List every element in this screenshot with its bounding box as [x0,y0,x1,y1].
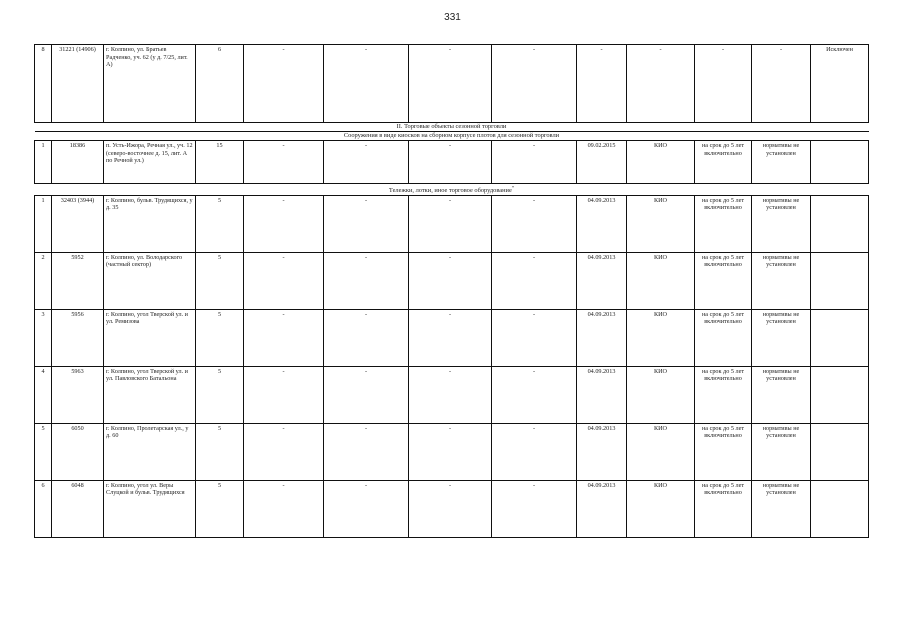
cell-dash: - [409,45,492,123]
cell-dash: - [409,195,492,252]
organization: КИО [627,141,695,184]
cell-dash: - [324,309,409,366]
table-row [35,195,869,252]
row-note [811,252,869,309]
norm-status: нормативы не установлен [752,141,811,184]
object-id: 6050 [52,423,104,480]
table-row [35,309,869,366]
organization: КИО [627,366,695,423]
object-address: г. Колпино, угол ул. Веры Слуцкой и бульв. Трудящихся [104,480,196,537]
row-note [811,366,869,423]
norm-status: нормативы не установлен [752,423,811,480]
places-count: 5 [196,195,244,252]
norm-status: нормативы не установлен [752,480,811,537]
object-address: г. Колпино, ул. Володарского (частный сектор) [104,252,196,309]
placement-term: на срок до 5 лет включительно [695,141,752,184]
footnote-mark: * [511,185,515,190]
row-number: 6 [35,480,52,537]
places-count: 5 [196,423,244,480]
places-count: 5 [196,252,244,309]
places-count: 6 [196,45,244,123]
placement-term: на срок до 5 лет включительно [695,309,752,366]
cell-dash: - [492,195,577,252]
subsection-title-text: Тележки, лотки, иное торговое оборудование [388,187,512,195]
norm-status: нормативы не установлен [752,309,811,366]
decision-date: 09.02.2015 [577,141,627,184]
placement-term: на срок до 5 лет включительно [695,195,752,252]
page-number: 331 [444,12,461,23]
cell-dash: - [244,309,324,366]
table-row [35,423,869,480]
section-row [35,132,869,141]
cell-dash: - [324,480,409,537]
row-number: 4 [35,366,52,423]
cell-dash: - [244,423,324,480]
cell-dash: - [244,195,324,252]
cell-dash: - [409,141,492,184]
row-number: 5 [35,423,52,480]
row-note [811,195,869,252]
cell-dash: - [324,423,409,480]
decision-date: 04.09.2013 [577,309,627,366]
cell-dash: - [492,141,577,184]
table-row [35,45,869,123]
object-id: 32403 (3944) [52,195,104,252]
row-note [811,423,869,480]
cell-dash: - [324,45,409,123]
object-id: 5952 [52,252,104,309]
cell-dash: - [244,366,324,423]
object-id: 6048 [52,480,104,537]
organization: КИО [627,195,695,252]
organization: КИО [627,309,695,366]
placement-term: на срок до 5 лет включительно [695,480,752,537]
row-note [811,480,869,537]
organization: КИО [627,252,695,309]
cell-dash: - [627,45,695,123]
subsection-title: Сооружения в виде киосков на сборном корпусе плотов для сезонной торговли [35,132,869,141]
row-note [811,141,869,184]
object-address: г. Колпино, угол Тверской ул. и ул. Ремизова [104,309,196,366]
decision-date: 04.09.2013 [577,252,627,309]
row-number: 8 [35,45,52,123]
object-address: г. Колпино, ул. Братьев Радченко, уч. 62 (у д. 7/25, лит. А) [104,45,196,123]
object-id: 5963 [52,366,104,423]
row-number: 1 [35,141,52,184]
placement-term: на срок до 5 лет включительно [695,252,752,309]
cell-dash: - [409,480,492,537]
norm-status: нормативы не установлен [752,366,811,423]
places-count: 5 [196,309,244,366]
cell-dash: - [324,141,409,184]
object-id: 31221 (14906) [52,45,104,123]
decision-date: 04.09.2013 [577,423,627,480]
row-note: Исключен [811,45,869,123]
cell-dash: - [324,195,409,252]
cell-dash: - [244,252,324,309]
norm-status: нормативы не установлен [752,195,811,252]
object-address: г. Колпино, бульв. Трудящихся, у д. 35 [104,195,196,252]
table-row [35,252,869,309]
cell-dash: - [409,252,492,309]
cell-dash: - [409,366,492,423]
cell-dash: - [409,423,492,480]
object-address: п. Усть-Ижора, Речная ул., уч. 12 (северо-восточнее д. 15, лит. А по Речной ул.) [104,141,196,184]
decision-date: 04.09.2013 [577,480,627,537]
cell-dash: - [244,480,324,537]
section-title: II. Торговые объекты сезонной торговли [35,123,869,132]
trade-objects-table [34,44,869,538]
cell-dash: - [492,252,577,309]
subsection-title [35,184,869,196]
row-number: 2 [35,252,52,309]
section-row [35,123,869,132]
decision-date: 04.09.2013 [577,366,627,423]
cell-dash: - [244,45,324,123]
section-row [35,184,869,196]
norm-status: нормативы не установлен [752,252,811,309]
cell-dash: - [324,366,409,423]
row-number: 3 [35,309,52,366]
object-id: 18386 [52,141,104,184]
object-id: 5956 [52,309,104,366]
cell-dash: - [577,45,627,123]
cell-dash: - [324,252,409,309]
cell-dash: - [409,309,492,366]
placement-term: на срок до 5 лет включительно [695,423,752,480]
object-address: г. Колпино, угол Тверской ул. и ул. Павловского Батальона [104,366,196,423]
table-row [35,366,869,423]
cell-dash: - [244,141,324,184]
row-note [811,309,869,366]
cell-dash: - [492,366,577,423]
row-number: 1 [35,195,52,252]
cell-dash: - [492,309,577,366]
cell-dash: - [492,480,577,537]
cell-dash: - [492,45,577,123]
places-count: 15 [196,141,244,184]
object-address: г. Колпино, Пролетарская ул., у д. 60 [104,423,196,480]
organization: КИО [627,480,695,537]
cell-dash: - [492,423,577,480]
table-row [35,141,869,184]
cell-dash: - [695,45,752,123]
organization: КИО [627,423,695,480]
decision-date: 04.09.2013 [577,195,627,252]
cell-dash: - [752,45,811,123]
places-count: 5 [196,480,244,537]
places-count: 5 [196,366,244,423]
placement-term: на срок до 5 лет включительно [695,366,752,423]
table-row [35,480,869,537]
